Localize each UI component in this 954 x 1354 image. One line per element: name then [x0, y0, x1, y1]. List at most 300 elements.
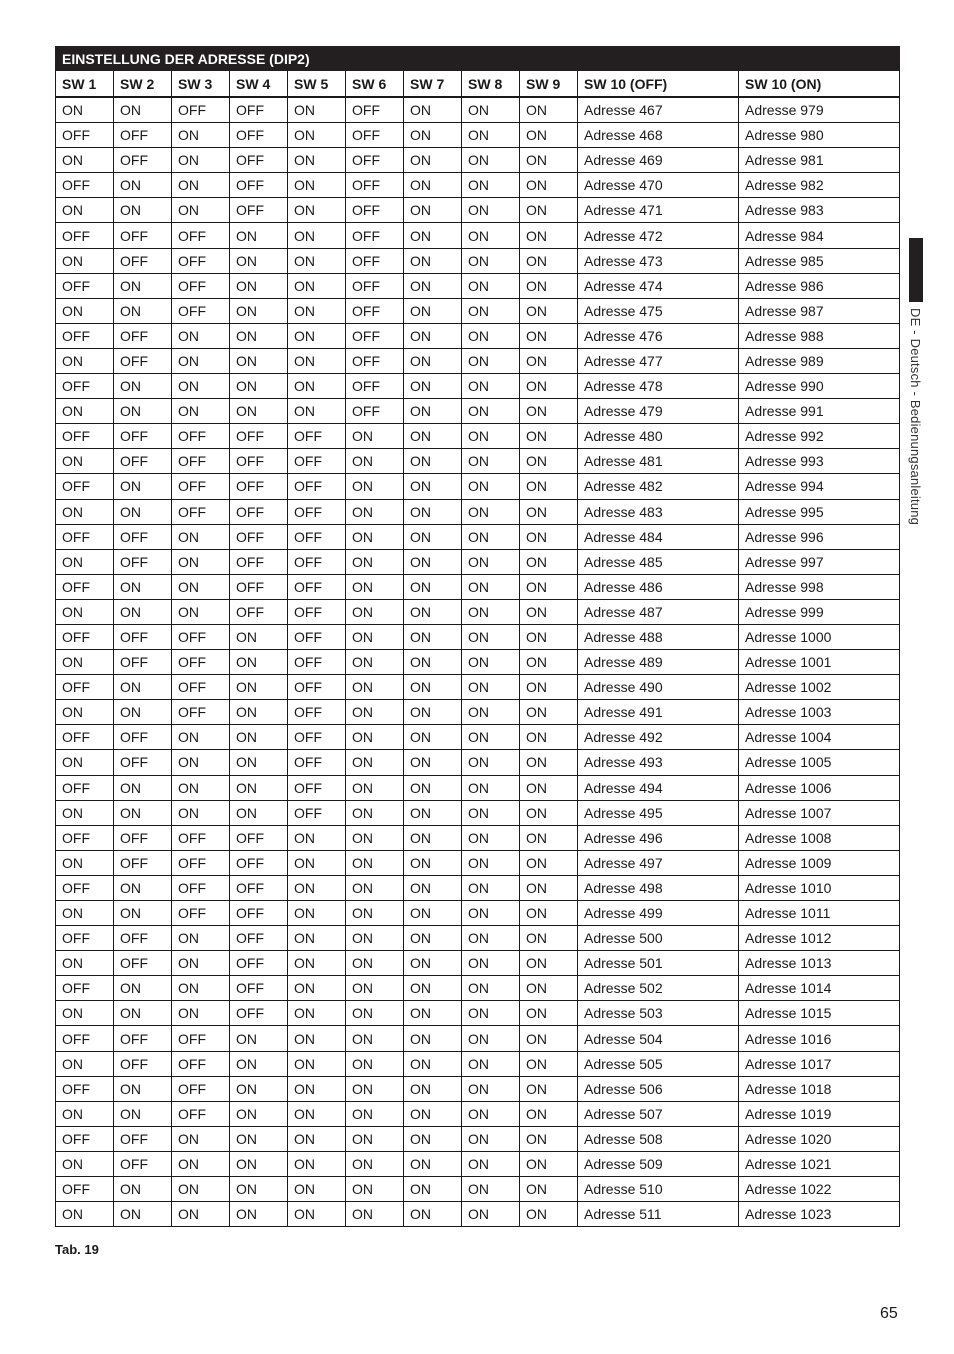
address-cell: Adresse 996	[739, 524, 900, 549]
switch-state-cell: ON	[346, 524, 404, 549]
switch-state-cell: ON	[520, 700, 578, 725]
address-cell: Adresse 504	[578, 1026, 739, 1051]
address-cell: Adresse 994	[739, 474, 900, 499]
switch-state-cell: ON	[172, 399, 230, 424]
switch-state-cell: OFF	[230, 524, 288, 549]
table-row	[56, 123, 900, 148]
switch-state-cell: OFF	[172, 97, 230, 123]
switch-state-cell: ON	[346, 775, 404, 800]
address-cell: Adresse 505	[578, 1051, 739, 1076]
address-cell: Adresse 993	[739, 449, 900, 474]
column-header: SW 5	[288, 71, 346, 98]
switch-state-cell: OFF	[56, 574, 114, 599]
switch-state-cell: OFF	[230, 549, 288, 574]
switch-state-cell: ON	[56, 549, 114, 574]
switch-state-cell: OFF	[346, 248, 404, 273]
address-cell: Adresse 987	[739, 298, 900, 323]
address-cell: Adresse 1000	[739, 624, 900, 649]
switch-state-cell: ON	[462, 323, 520, 348]
switch-state-cell: ON	[172, 800, 230, 825]
switch-state-cell: OFF	[114, 348, 172, 373]
table-row	[56, 97, 900, 123]
switch-state-cell: ON	[520, 549, 578, 574]
switch-state-cell: OFF	[172, 875, 230, 900]
table-header-row	[56, 71, 900, 98]
switch-state-cell: OFF	[172, 1101, 230, 1126]
switch-state-cell: ON	[288, 348, 346, 373]
switch-state-cell: ON	[346, 624, 404, 649]
address-cell: Adresse 999	[739, 599, 900, 624]
switch-state-cell: OFF	[114, 650, 172, 675]
switch-state-cell: ON	[230, 399, 288, 424]
switch-state-cell: OFF	[172, 825, 230, 850]
switch-state-cell: ON	[404, 298, 462, 323]
switch-state-cell: OFF	[288, 449, 346, 474]
address-cell: Adresse 510	[578, 1177, 739, 1202]
switch-state-cell: OFF	[346, 298, 404, 323]
switch-state-cell: OFF	[230, 123, 288, 148]
switch-state-cell: ON	[462, 725, 520, 750]
address-cell: Adresse 475	[578, 298, 739, 323]
switch-state-cell: ON	[288, 1177, 346, 1202]
switch-state-cell: ON	[462, 298, 520, 323]
address-cell: Adresse 493	[578, 750, 739, 775]
switch-state-cell: ON	[172, 1177, 230, 1202]
table-row	[56, 1177, 900, 1202]
switch-state-cell: ON	[404, 248, 462, 273]
switch-state-cell: ON	[404, 976, 462, 1001]
switch-state-cell: ON	[404, 173, 462, 198]
switch-state-cell: ON	[520, 1101, 578, 1126]
switch-state-cell: ON	[346, 850, 404, 875]
switch-state-cell: ON	[462, 1026, 520, 1051]
switch-state-cell: OFF	[230, 875, 288, 900]
switch-state-cell: ON	[520, 675, 578, 700]
address-cell: Adresse 984	[739, 223, 900, 248]
switch-state-cell: ON	[172, 1151, 230, 1176]
switch-state-cell: ON	[520, 348, 578, 373]
switch-state-cell: OFF	[230, 1001, 288, 1026]
table-row	[56, 399, 900, 424]
switch-state-cell: ON	[114, 97, 172, 123]
switch-state-cell: ON	[114, 700, 172, 725]
address-cell: Adresse 486	[578, 574, 739, 599]
switch-state-cell: ON	[172, 173, 230, 198]
switch-state-cell: OFF	[346, 348, 404, 373]
column-header: SW 8	[462, 71, 520, 98]
table-body	[56, 97, 900, 1227]
switch-state-cell: ON	[288, 273, 346, 298]
table-row	[56, 750, 900, 775]
switch-state-cell: ON	[346, 976, 404, 1001]
switch-state-cell: OFF	[56, 875, 114, 900]
switch-state-cell: ON	[288, 901, 346, 926]
switch-state-cell: ON	[288, 1202, 346, 1227]
switch-state-cell: OFF	[114, 850, 172, 875]
switch-state-cell: ON	[172, 1001, 230, 1026]
switch-state-cell: ON	[56, 650, 114, 675]
address-cell: Adresse 1002	[739, 675, 900, 700]
switch-state-cell: OFF	[56, 524, 114, 549]
table-row	[56, 1051, 900, 1076]
switch-state-cell: OFF	[114, 1026, 172, 1051]
switch-state-cell: ON	[404, 1051, 462, 1076]
switch-state-cell: OFF	[230, 574, 288, 599]
address-cell: Adresse 981	[739, 148, 900, 173]
switch-state-cell: ON	[404, 223, 462, 248]
switch-state-cell: OFF	[172, 499, 230, 524]
switch-state-cell: ON	[230, 223, 288, 248]
table-row	[56, 1026, 900, 1051]
switch-state-cell: ON	[288, 875, 346, 900]
address-cell: Adresse 1016	[739, 1026, 900, 1051]
switch-state-cell: ON	[230, 323, 288, 348]
switch-state-cell: ON	[288, 198, 346, 223]
switch-state-cell: ON	[462, 449, 520, 474]
address-cell: Adresse 473	[578, 248, 739, 273]
address-cell: Adresse 1014	[739, 976, 900, 1001]
switch-state-cell: ON	[520, 825, 578, 850]
switch-state-cell: OFF	[288, 650, 346, 675]
switch-state-cell: OFF	[114, 424, 172, 449]
switch-state-cell: ON	[520, 323, 578, 348]
switch-state-cell: OFF	[172, 700, 230, 725]
table-row	[56, 624, 900, 649]
switch-state-cell: ON	[404, 775, 462, 800]
switch-state-cell: ON	[404, 348, 462, 373]
address-cell: Adresse 1019	[739, 1101, 900, 1126]
table-row	[56, 273, 900, 298]
table-row	[56, 800, 900, 825]
switch-state-cell: ON	[462, 1151, 520, 1176]
switch-state-cell: ON	[230, 1177, 288, 1202]
switch-state-cell: OFF	[114, 123, 172, 148]
switch-state-cell: ON	[404, 323, 462, 348]
switch-state-cell: ON	[230, 273, 288, 298]
address-cell: Adresse 1005	[739, 750, 900, 775]
switch-state-cell: ON	[520, 399, 578, 424]
address-cell: Adresse 485	[578, 549, 739, 574]
switch-state-cell: ON	[462, 374, 520, 399]
switch-state-cell: OFF	[56, 374, 114, 399]
switch-state-cell: ON	[346, 574, 404, 599]
switch-state-cell: ON	[114, 499, 172, 524]
address-cell: Adresse 1017	[739, 1051, 900, 1076]
address-cell: Adresse 470	[578, 173, 739, 198]
switch-state-cell: OFF	[346, 323, 404, 348]
switch-state-cell: OFF	[346, 123, 404, 148]
address-cell: Adresse 997	[739, 549, 900, 574]
table-row	[56, 298, 900, 323]
switch-state-cell: ON	[172, 926, 230, 951]
switch-state-cell: ON	[288, 148, 346, 173]
switch-state-cell: OFF	[56, 725, 114, 750]
switch-state-cell: ON	[520, 1177, 578, 1202]
address-cell: Adresse 983	[739, 198, 900, 223]
switch-state-cell: ON	[462, 1202, 520, 1227]
switch-state-cell: ON	[114, 1202, 172, 1227]
address-cell: Adresse 482	[578, 474, 739, 499]
switch-state-cell: ON	[172, 198, 230, 223]
address-cell: Adresse 499	[578, 901, 739, 926]
address-cell: Adresse 490	[578, 675, 739, 700]
table-row	[56, 675, 900, 700]
switch-state-cell: ON	[56, 951, 114, 976]
switch-state-cell: ON	[288, 1026, 346, 1051]
switch-state-cell: OFF	[230, 976, 288, 1001]
switch-state-cell: ON	[346, 1076, 404, 1101]
switch-state-cell: ON	[404, 700, 462, 725]
switch-state-cell: ON	[288, 1076, 346, 1101]
switch-state-cell: ON	[288, 926, 346, 951]
switch-state-cell: ON	[346, 725, 404, 750]
switch-state-cell: OFF	[56, 1026, 114, 1051]
table-row	[56, 374, 900, 399]
switch-state-cell: ON	[230, 725, 288, 750]
switch-state-cell: ON	[230, 248, 288, 273]
switch-state-cell: ON	[114, 574, 172, 599]
switch-state-cell: OFF	[114, 624, 172, 649]
switch-state-cell: ON	[230, 1202, 288, 1227]
switch-state-cell: OFF	[230, 926, 288, 951]
address-cell: Adresse 1023	[739, 1202, 900, 1227]
switch-state-cell: ON	[346, 675, 404, 700]
switch-state-cell: ON	[346, 825, 404, 850]
switch-state-cell: OFF	[56, 323, 114, 348]
address-cell: Adresse 507	[578, 1101, 739, 1126]
table-row	[56, 248, 900, 273]
switch-state-cell: ON	[462, 750, 520, 775]
address-cell: Adresse 496	[578, 825, 739, 850]
switch-state-cell: ON	[114, 198, 172, 223]
switch-state-cell: ON	[288, 850, 346, 875]
table-row	[56, 926, 900, 951]
switch-state-cell: ON	[56, 599, 114, 624]
switch-state-cell: ON	[462, 976, 520, 1001]
switch-state-cell: ON	[56, 901, 114, 926]
switch-state-cell: ON	[520, 374, 578, 399]
switch-state-cell: OFF	[172, 850, 230, 875]
switch-state-cell: ON	[114, 374, 172, 399]
table-row	[56, 976, 900, 1001]
switch-state-cell: OFF	[56, 624, 114, 649]
switch-state-cell: ON	[520, 1026, 578, 1051]
address-cell: Adresse 472	[578, 223, 739, 248]
switch-state-cell: ON	[346, 424, 404, 449]
switch-state-cell: ON	[462, 700, 520, 725]
switch-state-cell: ON	[520, 524, 578, 549]
address-cell: Adresse 1008	[739, 825, 900, 850]
switch-state-cell: ON	[462, 599, 520, 624]
switch-state-cell: OFF	[346, 223, 404, 248]
switch-state-cell: OFF	[346, 173, 404, 198]
address-cell: Adresse 487	[578, 599, 739, 624]
switch-state-cell: OFF	[230, 499, 288, 524]
switch-state-cell: ON	[114, 1001, 172, 1026]
switch-state-cell: ON	[462, 1101, 520, 1126]
switch-state-cell: ON	[404, 424, 462, 449]
switch-state-cell: ON	[288, 1051, 346, 1076]
column-header: SW 9	[520, 71, 578, 98]
switch-state-cell: OFF	[114, 449, 172, 474]
address-cell: Adresse 995	[739, 499, 900, 524]
switch-state-cell: ON	[404, 123, 462, 148]
switch-state-cell: OFF	[114, 951, 172, 976]
switch-state-cell: ON	[172, 750, 230, 775]
switch-state-cell: ON	[404, 1026, 462, 1051]
switch-state-cell: ON	[114, 399, 172, 424]
switch-state-cell: OFF	[288, 599, 346, 624]
table-row	[56, 574, 900, 599]
switch-state-cell: ON	[346, 549, 404, 574]
switch-state-cell: OFF	[56, 775, 114, 800]
column-header: SW 7	[404, 71, 462, 98]
switch-state-cell: ON	[114, 298, 172, 323]
switch-state-cell: ON	[462, 123, 520, 148]
switch-state-cell: ON	[462, 926, 520, 951]
switch-state-cell: ON	[462, 1177, 520, 1202]
address-cell: Adresse 503	[578, 1001, 739, 1026]
switch-state-cell: ON	[114, 474, 172, 499]
switch-state-cell: ON	[462, 273, 520, 298]
switch-state-cell: OFF	[230, 901, 288, 926]
switch-state-cell: ON	[346, 1177, 404, 1202]
switch-state-cell: OFF	[346, 273, 404, 298]
switch-state-cell: ON	[404, 624, 462, 649]
switch-state-cell: ON	[172, 148, 230, 173]
table-row	[56, 875, 900, 900]
address-cell: Adresse 502	[578, 976, 739, 1001]
switch-state-cell: ON	[520, 198, 578, 223]
switch-state-cell: OFF	[288, 750, 346, 775]
switch-state-cell: OFF	[172, 474, 230, 499]
address-cell: Adresse 508	[578, 1126, 739, 1151]
address-cell: Adresse 500	[578, 926, 739, 951]
switch-state-cell: ON	[172, 323, 230, 348]
switch-state-cell: OFF	[114, 1151, 172, 1176]
switch-state-cell: OFF	[114, 148, 172, 173]
switch-state-cell: ON	[520, 624, 578, 649]
switch-state-cell: ON	[404, 1151, 462, 1176]
switch-state-cell: OFF	[230, 850, 288, 875]
switch-state-cell: ON	[172, 374, 230, 399]
switch-state-cell: ON	[288, 97, 346, 123]
switch-state-cell: ON	[114, 173, 172, 198]
switch-state-cell: ON	[404, 951, 462, 976]
switch-state-cell: OFF	[230, 599, 288, 624]
switch-state-cell: ON	[462, 549, 520, 574]
switch-state-cell: ON	[288, 298, 346, 323]
table-row	[56, 1076, 900, 1101]
switch-state-cell: OFF	[172, 424, 230, 449]
address-cell: Adresse 468	[578, 123, 739, 148]
switch-state-cell: OFF	[114, 248, 172, 273]
address-cell: Adresse 498	[578, 875, 739, 900]
switch-state-cell: ON	[172, 725, 230, 750]
switch-state-cell: OFF	[114, 323, 172, 348]
switch-state-cell: ON	[346, 1026, 404, 1051]
switch-state-cell: ON	[288, 399, 346, 424]
switch-state-cell: OFF	[346, 374, 404, 399]
address-cell: Adresse 497	[578, 850, 739, 875]
switch-state-cell: ON	[114, 1076, 172, 1101]
switch-state-cell: OFF	[56, 273, 114, 298]
table-row	[56, 173, 900, 198]
switch-state-cell: ON	[520, 650, 578, 675]
switch-state-cell: OFF	[56, 1126, 114, 1151]
switch-state-cell: ON	[520, 1202, 578, 1227]
switch-state-cell: ON	[288, 976, 346, 1001]
table-row	[56, 449, 900, 474]
switch-state-cell: ON	[462, 499, 520, 524]
switch-state-cell: ON	[56, 1001, 114, 1026]
switch-state-cell: ON	[230, 1126, 288, 1151]
address-cell: Adresse 479	[578, 399, 739, 424]
table-row	[56, 148, 900, 173]
switch-state-cell: OFF	[230, 474, 288, 499]
switch-state-cell: ON	[520, 574, 578, 599]
switch-state-cell: ON	[404, 148, 462, 173]
switch-state-cell: ON	[404, 926, 462, 951]
switch-state-cell: OFF	[172, 1026, 230, 1051]
switch-state-cell: ON	[404, 449, 462, 474]
switch-state-cell: ON	[520, 875, 578, 900]
switch-state-cell: ON	[230, 800, 288, 825]
switch-state-cell: ON	[520, 951, 578, 976]
switch-state-cell: ON	[114, 901, 172, 926]
switch-state-cell: ON	[520, 97, 578, 123]
switch-state-cell: ON	[230, 750, 288, 775]
switch-state-cell: ON	[56, 449, 114, 474]
switch-state-cell: ON	[114, 1101, 172, 1126]
table-row	[56, 549, 900, 574]
switch-state-cell: ON	[56, 198, 114, 223]
table-row	[56, 850, 900, 875]
switch-state-cell: ON	[462, 248, 520, 273]
switch-state-cell: OFF	[288, 499, 346, 524]
switch-state-cell: ON	[404, 1177, 462, 1202]
switch-state-cell: OFF	[56, 424, 114, 449]
switch-state-cell: ON	[462, 775, 520, 800]
switch-state-cell: OFF	[288, 725, 346, 750]
switch-state-cell: ON	[404, 474, 462, 499]
switch-state-cell: ON	[462, 574, 520, 599]
switch-state-cell: OFF	[230, 148, 288, 173]
address-cell: Adresse 986	[739, 273, 900, 298]
switch-state-cell: OFF	[172, 273, 230, 298]
switch-state-cell: ON	[462, 875, 520, 900]
switch-state-cell: OFF	[230, 449, 288, 474]
switch-state-cell: OFF	[288, 574, 346, 599]
address-cell: Adresse 1022	[739, 1177, 900, 1202]
table-row	[56, 901, 900, 926]
table-caption: Tab. 19	[55, 1242, 99, 1257]
address-cell: Adresse 980	[739, 123, 900, 148]
switch-state-cell: ON	[404, 1126, 462, 1151]
table-row	[56, 825, 900, 850]
switch-state-cell: OFF	[172, 1076, 230, 1101]
switch-state-cell: ON	[404, 901, 462, 926]
switch-state-cell: ON	[404, 875, 462, 900]
switch-state-cell: ON	[520, 800, 578, 825]
switch-state-cell: ON	[56, 97, 114, 123]
switch-state-cell: ON	[230, 675, 288, 700]
switch-state-cell: ON	[346, 1202, 404, 1227]
switch-state-cell: ON	[520, 850, 578, 875]
switch-state-cell: ON	[288, 1151, 346, 1176]
switch-state-cell: ON	[520, 775, 578, 800]
switch-state-cell: ON	[520, 1076, 578, 1101]
